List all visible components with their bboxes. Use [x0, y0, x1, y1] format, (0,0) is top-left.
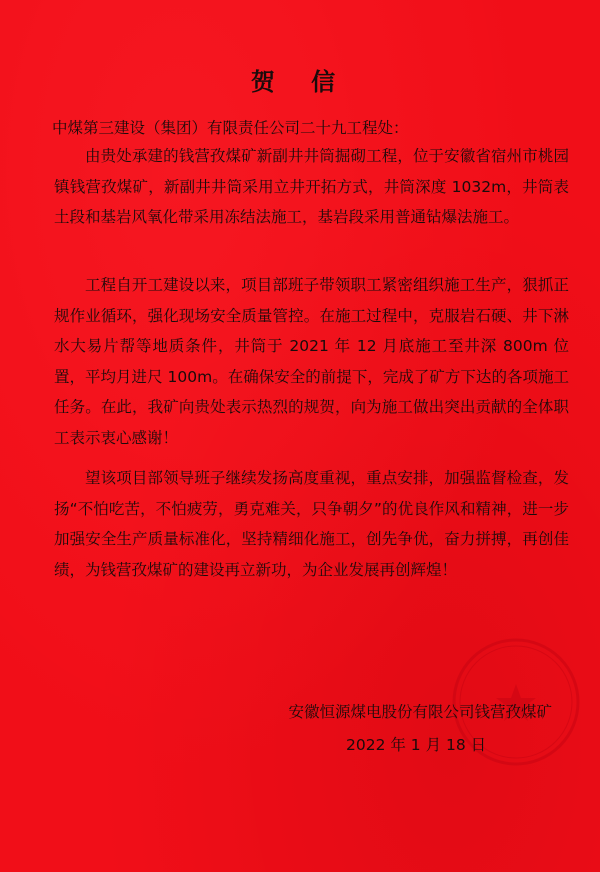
paragraph-text: 工程自开工建设以来，项目部班子带领职工紧密组织施工生产，狠抓正规作业循环，强化现场安全质量管控。在施工过程中，克服岩石硬、井下淋水大易片帮等地质条件，井筒于 2021 年 12 月底施工至井深 800m 位置，平均月进尺 100m。在确保安全的前提下，完成了矿方下达的各项施工任务。在此，我矿向贵处表示热烈的规贺，向为施工做出突出贡献的全体职工表示衷心感谢！	[54, 276, 569, 447]
signature-organization: 安徽恒源煤电股份有限公司钱营孜煤矿	[288, 703, 552, 721]
letter-salutation: 中煤第三建设（集团）有限责任公司二十九工程处：	[52, 119, 409, 137]
letter-title: 贺 信	[250, 68, 350, 96]
letter-paragraph-3	[54, 463, 569, 585]
paragraph-text: 望该项目部领导班子继续发扬高度重视，重点安排，加强监督检查，发扬“不怕吃苦，不怕疲劳，勇克难关，只争朝夕”的优良作风和精神，进一步加强安全生产质量标准化，坚持精细化施工，创先争优，奋力拼搏，再创佳绩，为钱营孜煤矿的建设再立新功，为企业发展再创辉煌！	[54, 469, 569, 579]
paragraph-text: 由贵处承建的钱营孜煤矿新副井井筒掘砌工程，位于安徽省宿州市桃园镇钱营孜煤矿，新副井井筒采用立井开拓方式，井筒深度 1032m，井筒表土段和基岩风氧化带采用冻结法施工，基岩段采用普通钻爆法施工。	[54, 147, 569, 226]
letter-paragraph-1	[54, 141, 569, 233]
letter-paragraph-2	[54, 270, 569, 453]
letter-date: 2022 年 1 月 18 日	[346, 736, 487, 754]
